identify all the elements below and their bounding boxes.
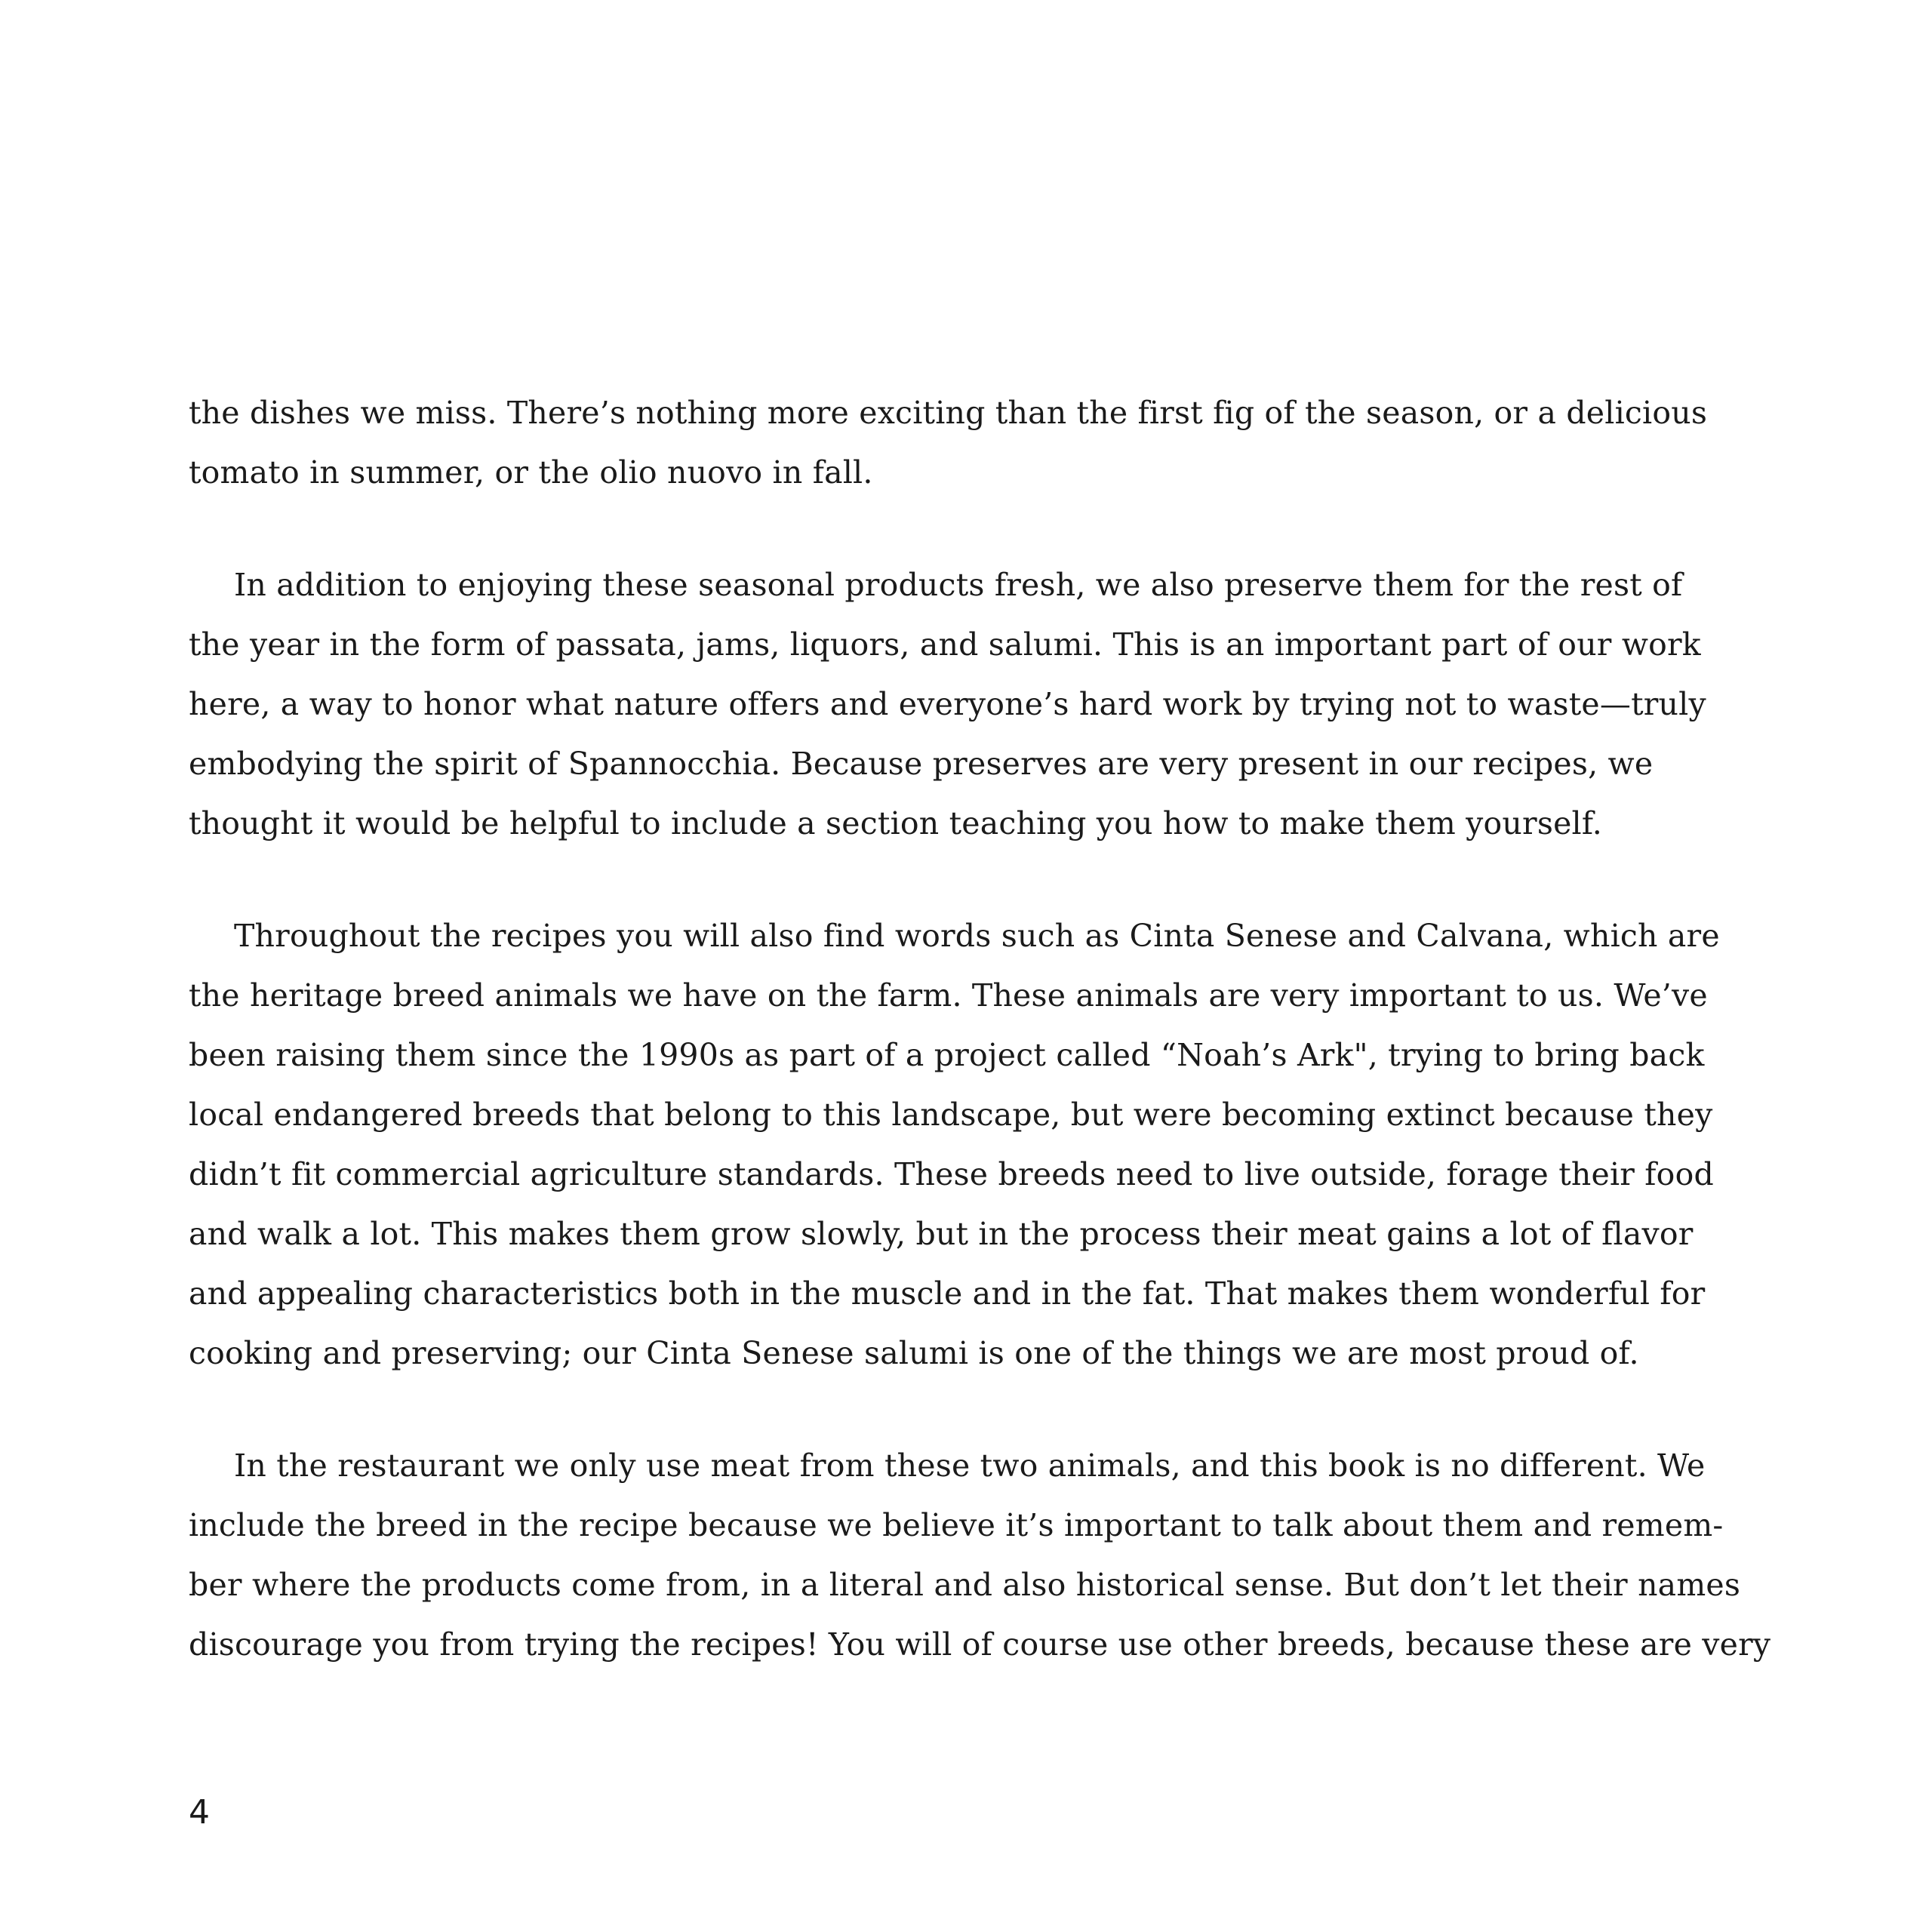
paragraph-line: thought it would be helpful to include a section teaching you how to make them yourself. — [189, 805, 1602, 841]
paragraph-line: local endangered breeds that belong to this landscape, but were becoming extinct because they — [189, 1097, 1713, 1133]
paragraph-line: ber where the products come from, in a literal and also historical sense. But don’t let their names — [189, 1567, 1741, 1603]
paragraph-line: the dishes we miss. There’s nothing more exciting than the first fig of the season, or a delicious — [189, 395, 1708, 431]
paragraph-line: cooking and preserving; our Cinta Senese salumi is one of the things we are most proud of. — [189, 1335, 1639, 1371]
paragraph-spacer — [189, 503, 1728, 555]
paragraph-line: been raising them since the 1990s as part of a project called “Noah’s Ark", trying to bring back — [189, 1037, 1705, 1073]
paragraph-4 — [189, 1436, 1771, 1675]
paragraph-line: discourage you from trying the recipes! You will of course use other breeds, because these are very — [189, 1626, 1771, 1663]
page-number: 4 — [189, 1793, 210, 1832]
paragraph-line: the year in the form of passata, jams, liquors, and salumi. This is an important part of our work — [189, 626, 1701, 663]
paragraph-first-line: In addition to enjoying these seasonal products fresh, we also preserve them for the rest of — [234, 567, 1683, 603]
paragraph-spacer — [189, 854, 1728, 906]
body-text — [189, 383, 1771, 1675]
paragraph-1 — [189, 383, 1728, 503]
paragraph-line: and walk a lot. This makes them grow slowly, but in the process their meat gains a lot of flavor — [189, 1216, 1694, 1252]
paragraph-2 — [189, 555, 1728, 854]
paragraph-line: here, a way to honor what nature offers and everyone’s hard work by trying not to waste—truly — [189, 686, 1706, 722]
paragraph-line: include the breed in the recipe because we believe it’s important to talk about them and remem- — [189, 1507, 1724, 1543]
paragraph-line: and appealing characteristics both in the muscle and in the fat. That makes them wonderful for — [189, 1275, 1706, 1312]
paragraph-line: the heritage breed animals we have on the farm. These animals are very important to us. We’ve — [189, 977, 1708, 1014]
paragraph-first-line: Throughout the recipes you will also find words such as Cinta Senese and Calvana, which are — [234, 918, 1720, 954]
paragraph-first-line: In the restaurant we only use meat from these two animals, and this book is no different. We — [234, 1447, 1706, 1484]
paragraph-line: embodying the spirit of Spannocchia. Because preserves are very present in our recipes, we — [189, 746, 1654, 782]
paragraph-line: didn’t fit commercial agriculture standards. These breeds need to live outside, forage their food — [189, 1156, 1714, 1192]
paragraph-spacer — [189, 1383, 1728, 1436]
paragraph-3 — [189, 906, 1728, 1383]
paragraph-line: tomato in summer, or the olio nuovo in fall. — [189, 454, 873, 491]
